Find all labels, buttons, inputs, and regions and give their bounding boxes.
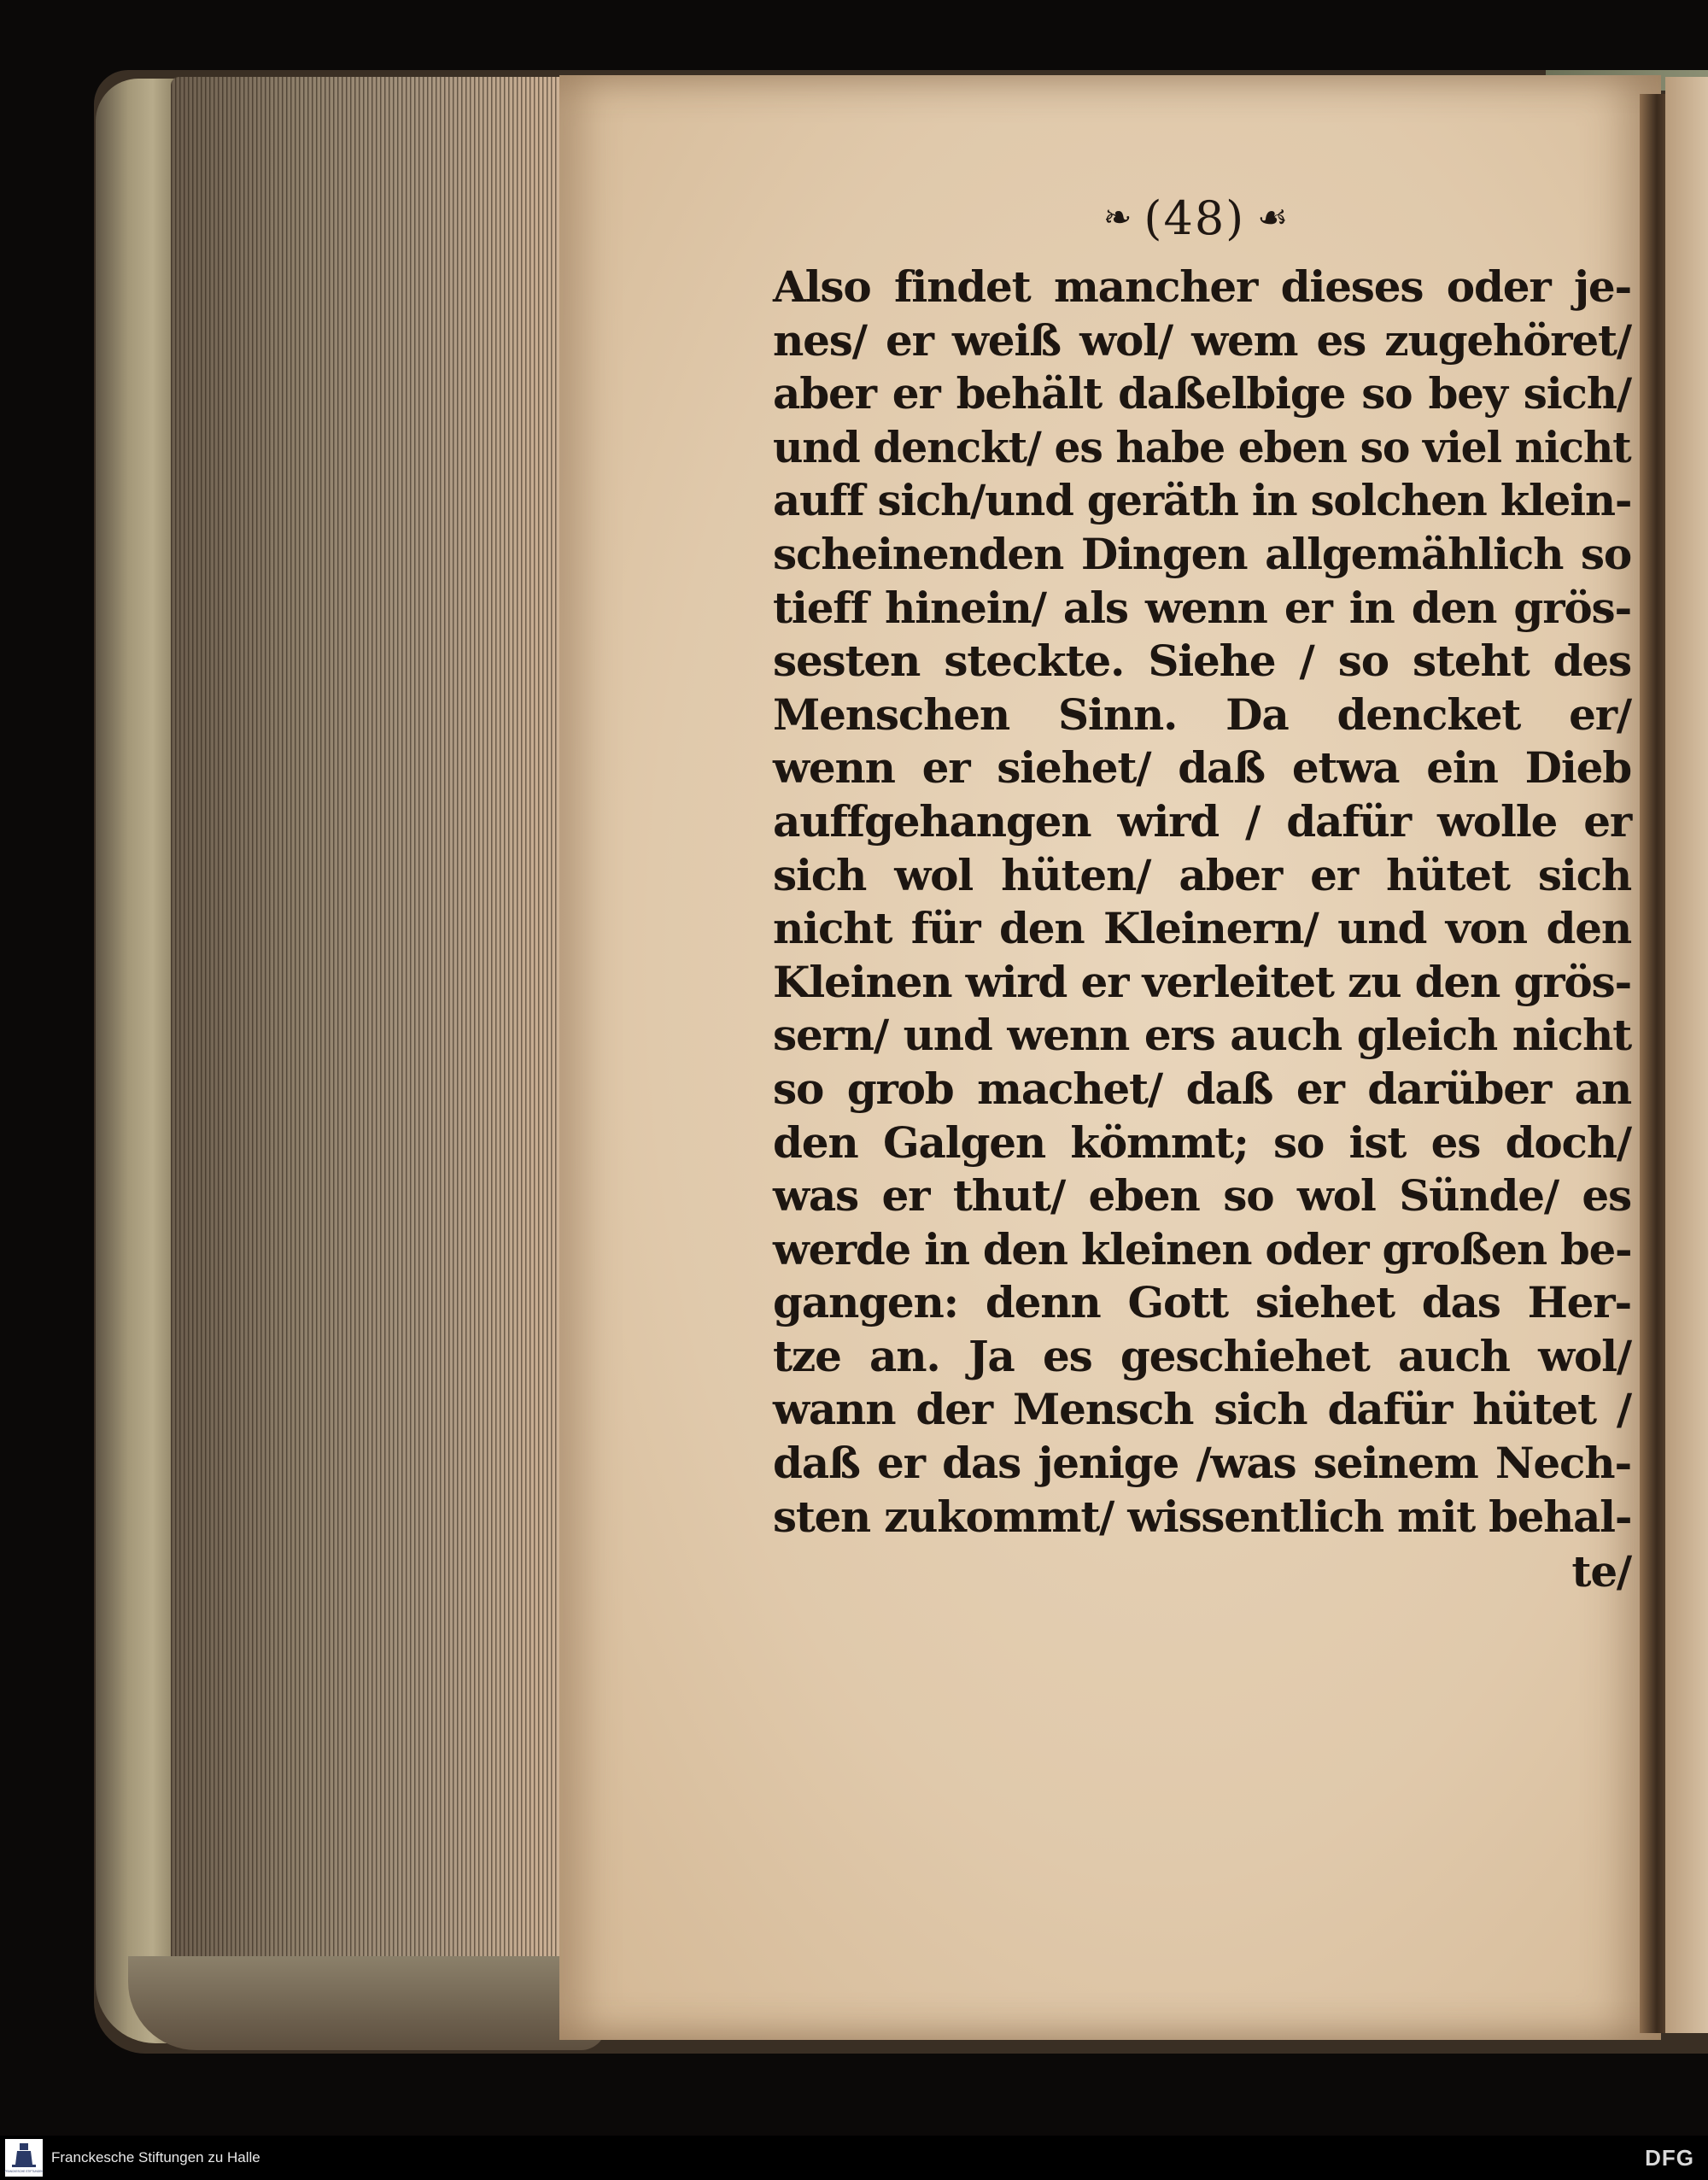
page-edges xyxy=(171,77,598,2042)
text-line: so grob machet/ daß er darüber an xyxy=(773,1063,1631,1114)
page-header xyxy=(1025,184,1366,252)
text-line: was er thut/ eben so wol Sünde/ es xyxy=(773,1170,1631,1222)
facing-page-edge xyxy=(1665,77,1708,2033)
text-line: sten zukommt/ wissentlich mit behal- xyxy=(773,1491,1632,1542)
footer-branding xyxy=(0,2139,260,2177)
text-line: Kleinen wird er verleitet zu den grös- xyxy=(773,956,1631,1007)
text-line: wenn er siehet/ daß etwa ein Dieb xyxy=(773,742,1631,794)
text-line: sesten steckte. Siehe / so steht des xyxy=(773,636,1631,687)
text-line: tieff hinein/ als wenn er in den grös- xyxy=(773,582,1631,633)
dfg-logo: DFG xyxy=(1645,2144,1694,2171)
text-line: sern/ und wenn ers auch gleich nicht xyxy=(773,1010,1631,1061)
text-line: nes/ er weiß wol/ wem es zugehöret/ xyxy=(773,314,1631,366)
text-line: auffgehangen wird / dafür wolle er xyxy=(773,795,1631,847)
viewer-footer xyxy=(0,2136,1708,2180)
text-line: den Galgen kömmt; so ist es doch/ xyxy=(773,1116,1631,1168)
text-line: werde in den kleinen oder großen be- xyxy=(773,1223,1632,1275)
text-line: auff sich/und geräth in solchen klein- xyxy=(773,475,1632,526)
text-line: tze an. Ja es geschiehet auch wol/ xyxy=(773,1330,1631,1381)
text-line: Menschen Sinn. Da dencket er/ xyxy=(773,689,1631,740)
text-line: nicht für den Kleinern/ und von den xyxy=(773,903,1631,954)
text-line: sich wol hüten/ aber er hütet sich xyxy=(773,849,1631,900)
text-line: gangen: denn Gott siehet das Her- xyxy=(773,1277,1631,1328)
catchword: te/ xyxy=(1571,1546,1631,1597)
text-line: daß er das jenige /was seinem Nech- xyxy=(773,1438,1631,1489)
logo-caption: FRANCKESCHE STIFTUNGEN xyxy=(4,2170,44,2173)
text-line: aber er behält daßelbige so bey sich/ xyxy=(773,368,1631,419)
institution-logo-icon xyxy=(5,2139,43,2177)
text-line: wann der Mensch sich dafür hütet / xyxy=(773,1384,1631,1435)
book-cover-lower xyxy=(128,1956,606,2050)
book-cover xyxy=(96,79,177,2043)
page-body-text xyxy=(773,261,1631,1599)
page-number: (48) xyxy=(1144,190,1246,245)
text-line: Also findet mancher dieses oder je- xyxy=(773,261,1631,312)
text-line: und denckt/ es habe eben so viel nicht xyxy=(773,421,1631,472)
right-ornament-icon: ☙ xyxy=(1257,198,1289,237)
left-ornament-icon: ❧ xyxy=(1103,198,1132,237)
institution-name: Franckesche Stiftungen zu Halle xyxy=(51,2149,260,2165)
text-line: scheinenden Dingen allgemählich so xyxy=(773,528,1631,579)
